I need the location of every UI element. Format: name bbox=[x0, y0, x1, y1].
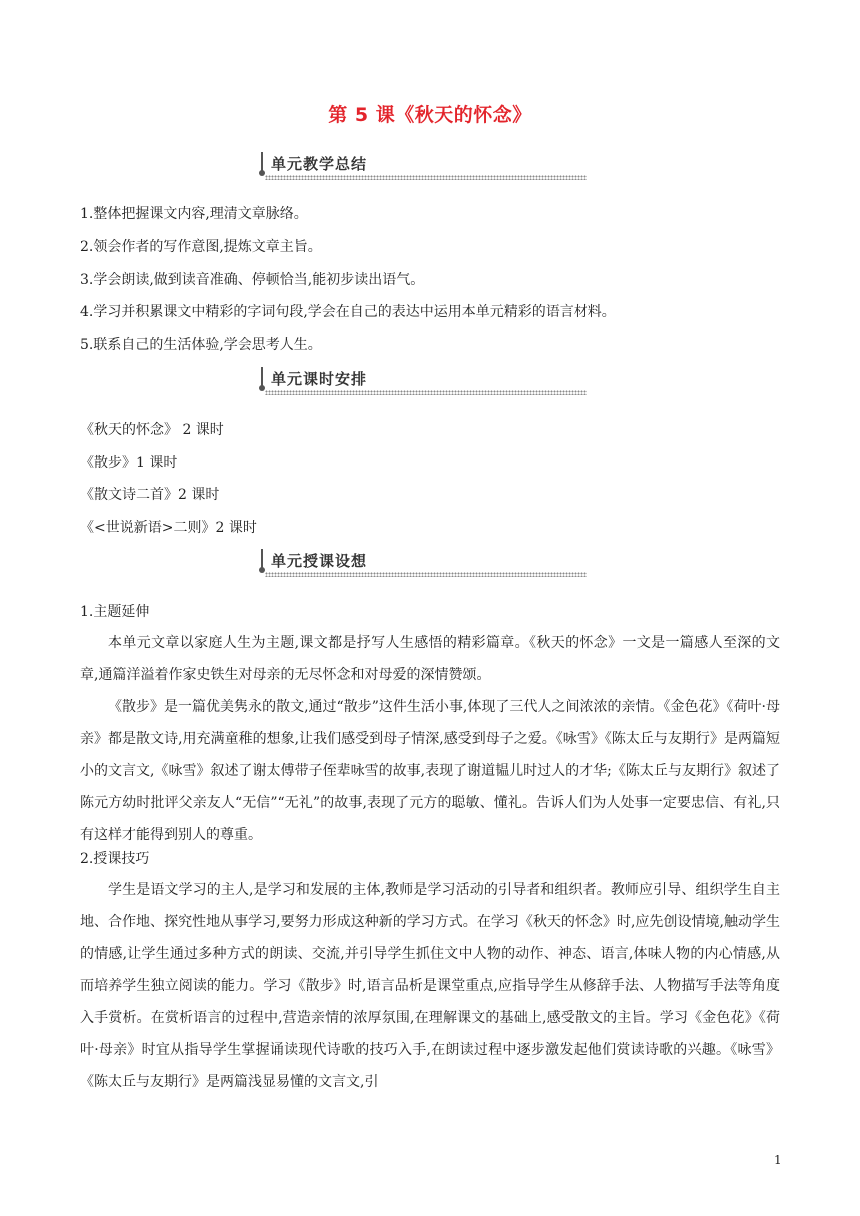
heading-marker-icon bbox=[261, 549, 263, 571]
lesson-title: 第 5 课《秋天的怀念》 bbox=[328, 104, 532, 126]
summary-item: 5.联系自己的生活体验,学会思考人生。 bbox=[80, 337, 322, 353]
section-heading-summary bbox=[259, 152, 587, 182]
schedule-item: 《<世说新语>二则》2 课时 bbox=[80, 520, 257, 536]
summary-item: 4.学习并积累课文中精彩的字词句段,学会在自己的表达中运用本单元精彩的语言材料。 bbox=[80, 304, 616, 320]
summary-item: 3.学会朗读,做到读音准确、停顿恰当,能初步读出语气。 bbox=[80, 272, 425, 288]
schedule-item: 《散文诗二首》2 课时 bbox=[80, 487, 220, 503]
schedule-item: 《散步》1 课时 bbox=[80, 455, 178, 471]
subheading: 1.主题延伸 bbox=[80, 604, 150, 620]
paragraph: 本单元文章以家庭人生为主题,课文都是抒写人生感悟的精彩篇章。《秋天的怀念》一文是一篇感人至深的文章,通篇洋溢着作家史铁生对母亲的无尽怀念和对母爱的深情赞颂。 bbox=[80, 635, 780, 683]
summary-item: 2.领会作者的写作意图,提炼文章主旨。 bbox=[80, 239, 322, 255]
section-heading-label: 单元授课设想 bbox=[271, 552, 368, 570]
subheading: 2.授课技巧 bbox=[80, 851, 150, 867]
dotted-divider bbox=[265, 572, 587, 577]
section-heading-ideas bbox=[259, 549, 587, 579]
paragraph: 《散步》是一篇优美隽永的散文,通过“散步”这件生活小事,体现了三代人之间浓浓的亲情。《金色花》《荷叶·母亲》都是散文诗,用充满童稚的想象,让我们感受到母子情深,感受到母子之爱。《咏雪》《陈太丘与友期行》是两篇短小的文言文,《咏雪》叙述了谢太傅带子侄辈咏雪的故事,表现了谢道韫儿时过人的才华;《陈太丘与友期行》叙述了陈元方幼时批评父亲友人“无信”“无礼”的故事,表现了元方的聪敏、懂礼。告诉人们为人处事一定要忠信、有礼,只有这样才能得到别人的尊重。 bbox=[80, 699, 780, 843]
heading-marker-icon bbox=[261, 152, 263, 174]
section-heading-schedule bbox=[259, 367, 587, 397]
section-heading-label: 单元课时安排 bbox=[271, 370, 368, 388]
section-heading-label: 单元教学总结 bbox=[271, 155, 368, 173]
paragraph: 学生是语文学习的主人,是学习和发展的主体,教师是学习活动的引导者和组织者。教师应引导、组织学生自主地、合作地、探究性地从事学习,要努力形成这种新的学习方式。在学习《秋天的怀念》时,应先创设情境,触动学生的情感,让学生通过多种方式的朗读、交流,并引导学生抓住文中人物的动作、神态、语言,体味人物的内心情感,从而培养学生独立阅读的能力。学习《散步》时,语言品析是课堂重点,应指导学生从修辞手法、人物描写手法等角度入手赏析。在赏析语言的过程中,营造亲情的浓厚氛围,在理解课文的基础上,感受散文的主旨。学习《金色花》《荷叶·母亲》时宜从指导学生掌握诵读现代诗歌的技巧入手,在朗读过程中逐步激发起他们赏读诗歌的兴趣。《咏雪》《陈太丘与友期行》是两篇浅显易懂的文言文,引 bbox=[80, 882, 780, 1090]
dotted-divider bbox=[265, 390, 587, 395]
schedule-item: 《秋天的怀念》 2 课时 bbox=[80, 422, 224, 438]
dotted-divider bbox=[265, 175, 587, 180]
page-number: 1 bbox=[774, 1153, 782, 1167]
summary-item: 1.整体把握课文内容,理清文章脉络。 bbox=[80, 206, 308, 222]
heading-marker-icon bbox=[261, 367, 263, 389]
